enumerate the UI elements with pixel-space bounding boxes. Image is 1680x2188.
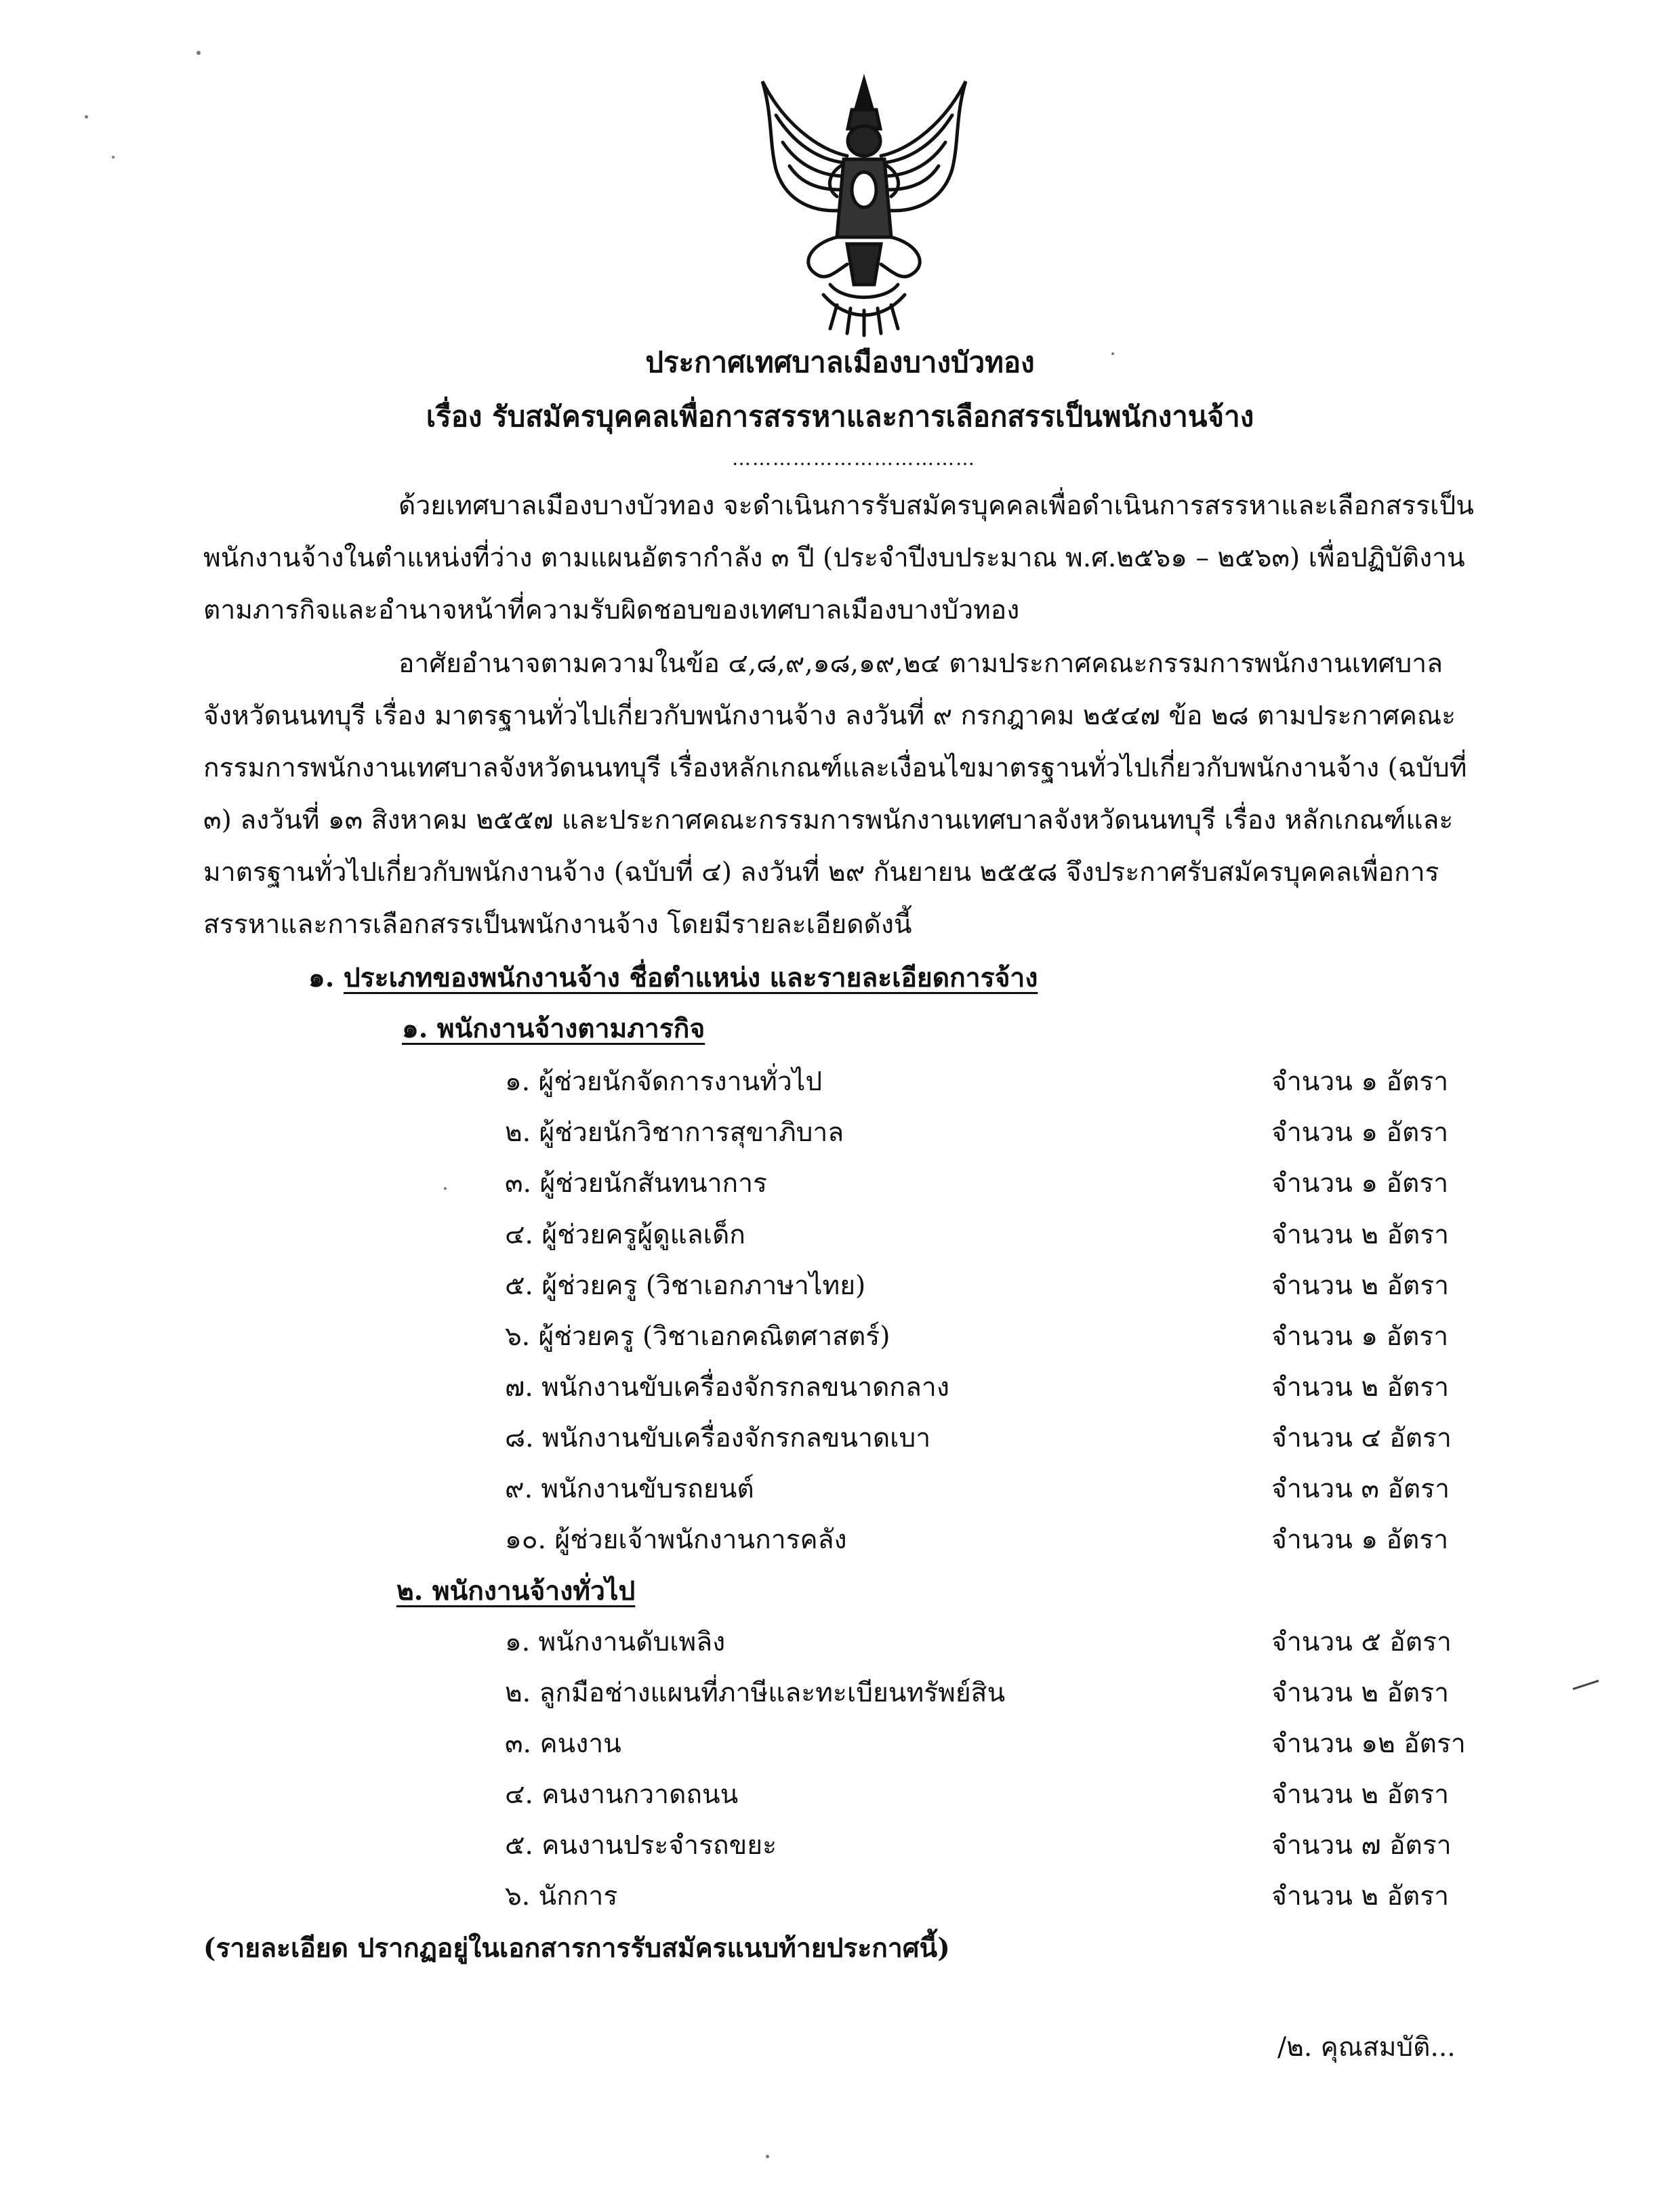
scan-speck [197, 51, 201, 55]
announcement-title: ประกาศเทศบาลเมืองบางบัวทอง [645, 346, 1035, 379]
table-row [0, 1722, 1680, 1763]
position-name: ๑๐. ผู้ช่วยเจ้าพนักงานการคลัง [505, 1525, 847, 1555]
position-name: ๔. คนงานกวาดถนน [505, 1779, 739, 1810]
scan-speck [112, 156, 115, 159]
position-name: ๕. คนงานประจำรถขยะ [505, 1830, 777, 1861]
position-quantity: จำนวน ๑ อัตรา [1271, 1117, 1449, 1148]
scan-speck [444, 1187, 447, 1190]
scan-speck [766, 2155, 769, 2158]
table-row [0, 1264, 1680, 1305]
section-heading [308, 957, 1038, 999]
announcement-subject: เรื่อง รับสมัครบุคคลเพื่อการสรรหาและการเลือกสรรเป็นพนักงานจ้าง [426, 400, 1254, 433]
table-row [0, 1111, 1680, 1152]
position-name: ๖. ผู้ช่วยครู (วิชาเอกคณิตศาสตร์) [505, 1321, 890, 1352]
position-quantity: จำนวน ๓ อัตรา [1271, 1474, 1450, 1504]
position-quantity: จำนวน ๔ อัตรา [1271, 1423, 1452, 1453]
intro-paragraph [203, 480, 1484, 636]
section-number: ๑. [308, 962, 335, 993]
group-heading-general: ๒. พนักงานจ้างทั่วไป [396, 1575, 636, 1607]
table-row [0, 1672, 1680, 1712]
position-quantity: จำนวน ๕ อัตรา [1271, 1627, 1452, 1657]
position-name: ๓. คนงาน [505, 1729, 621, 1759]
table-row [0, 1468, 1680, 1508]
garuda-emblem-icon [735, 68, 993, 339]
position-quantity: จำนวน ๑ อัตรา [1271, 1168, 1449, 1199]
table-row [0, 1366, 1680, 1407]
position-name: ๗. พนักงานขับเครื่องจักรกลขนาดกลาง [505, 1372, 949, 1403]
authority-paragraph-text: อาศัยอำนาจตามความในข้อ ๔,๘,๙,๑๘,๑๙,๒๔ ตามประกาศคณะกรรมการพนักงานเทศบาลจังหวัดนนทบุรี เรื่อง มาตรฐานทั่วไปเกี่ยวกับพนักงานจ้าง ลงวันที่ ๙ กรกฎาคม ๒๕๔๗ ข้อ ๒๘ ตามประกาศคณะกรรมการพนักงานเทศบาลจังหวัดนนทบุรี เรื่องหลักเกณฑ์และเงื่อนไขมาตรฐานทั่วไปเกี่ยวกับพนักงานจ้าง (ฉบับที่ ๓) ลงวันที่ ๑๓ สิงหาคม ๒๕๕๗ และประกาศคณะกรรมการพนักงานเทศบาลจังหวัดนนทบุรี เรื่อง หลักเกณฑ์และมาตรฐานทั่วไปเกี่ยวกับพนักงานจ้าง (ฉบับที่ ๔) ลงวันที่ ๒๙ กันยายน ๒๕๕๘ จึงประกาศรับสมัครบุคคลเพื่อการสรรหาและการเลือกสรรเป็นพนักงานจ้าง โดยมีรายละเอียดดังนี้ [203, 648, 1467, 940]
table-row [0, 1773, 1680, 1814]
continuation-marker: /๒. คุณสมบัติ... [1277, 2032, 1456, 2063]
position-quantity: จำนวน ๑ อัตรา [1271, 1321, 1449, 1352]
position-name: ๔. ผู้ช่วยครูผู้ดูแลเด็ก [505, 1220, 745, 1250]
table-row [0, 1214, 1680, 1254]
position-name: ๖. นักการ [505, 1881, 618, 1912]
group-heading-mission: ๑. พนักงานจ้างตามภารกิจ [402, 1013, 705, 1044]
position-name: ๕. ผู้ช่วยครู (วิชาเอกภาษาไทย) [505, 1271, 866, 1301]
position-quantity: จำนวน ๒ อัตรา [1271, 1271, 1450, 1301]
position-name: ๑. ผู้ช่วยนักจัดการงานทั่วไป [505, 1067, 823, 1097]
position-quantity: จำนวน ๒ อัตรา [1271, 1372, 1450, 1403]
table-row [0, 1060, 1680, 1101]
section-title: ประเภทของพนักงานจ้าง ชื่อตำแหน่ง และรายละเอียดการจ้าง [343, 962, 1038, 993]
position-name: ๑. พนักงานดับเพลิง [505, 1627, 726, 1657]
intro-paragraph-text: ด้วยเทศบาลเมืองบางบัวทอง จะดำเนินการรับสมัครบุคคลเพื่อดำเนินการสรรหาและเลือกสรรเป็นพนักงานจ้างในตำแหน่งที่ว่าง ตามแผนอัตรากำลัง ๓ ปี (ประจำปีงบประมาณ พ.ศ.๒๕๖๑ – ๒๕๖๓) เพื่อปฏิบัติงานตามภารกิจและอำนาจหน้าที่ความรับผิดชอบของเทศบาลเมืองบางบัวทอง [203, 491, 1474, 625]
position-quantity: จำนวน ๒ อัตรา [1271, 1881, 1450, 1912]
scan-speck [1111, 352, 1114, 355]
position-name: ๘. พนักงานขับเครื่องจักรกลขนาดเบา [505, 1423, 931, 1453]
separator-dots: ……………………………… [732, 447, 976, 470]
authority-paragraph [203, 638, 1484, 951]
table-row [0, 1824, 1680, 1865]
table-row [0, 1875, 1680, 1916]
position-quantity: จำนวน ๒ อัตรา [1271, 1220, 1450, 1250]
scan-speck [85, 115, 88, 119]
table-row [0, 1162, 1680, 1203]
position-quantity: จำนวน ๒ อัตรา [1271, 1779, 1450, 1810]
position-name: ๒. ผู้ช่วยนักวิชาการสุขาภิบาล [505, 1117, 844, 1148]
table-row [0, 1315, 1680, 1356]
position-quantity: จำนวน ๑ อัตรา [1271, 1525, 1449, 1555]
position-quantity: จำนวน ๒ อัตรา [1271, 1678, 1450, 1708]
details-note: (รายละเอียด ปรากฏอยู่ในเอกสารการรับสมัครแนบท้ายประกาศนี้) [203, 1933, 950, 1964]
table-row [0, 1417, 1680, 1458]
position-name: ๓. ผู้ช่วยนักสันทนาการ [505, 1168, 767, 1199]
position-quantity: จำนวน ๑๒ อัตรา [1271, 1729, 1466, 1759]
position-name: ๒. ลูกมือช่างแผนที่ภาษีและทะเบียนทรัพย์สิน [505, 1678, 1006, 1708]
position-quantity: จำนวน ๗ อัตรา [1271, 1830, 1452, 1861]
table-row [0, 1519, 1680, 1559]
position-quantity: จำนวน ๑ อัตรา [1271, 1067, 1449, 1097]
position-name: ๙. พนักงานขับรถยนต์ [505, 1474, 754, 1504]
table-row [0, 1621, 1680, 1661]
